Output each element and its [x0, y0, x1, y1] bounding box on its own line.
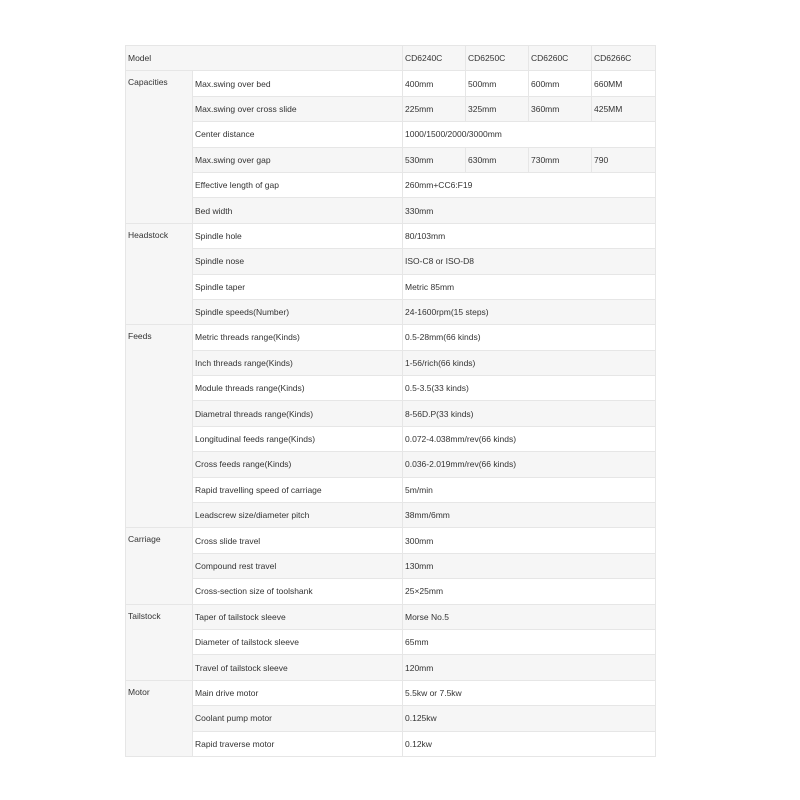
param-value: 80/103mm — [403, 223, 656, 248]
param-value: 790 — [592, 147, 656, 172]
param-name: Module threads range(Kinds) — [193, 376, 403, 401]
param-value: 0.5-28mm(66 kinds) — [403, 325, 656, 350]
spec-row — [126, 426, 656, 451]
param-value: 225mm — [403, 96, 466, 121]
section-label: Feeds — [126, 325, 193, 528]
param-value: 65mm — [403, 629, 656, 654]
spec-row — [126, 325, 656, 350]
param-name: Compound rest travel — [193, 553, 403, 578]
spec-row — [126, 401, 656, 426]
spec-row — [126, 96, 656, 121]
param-name: Metric threads range(Kinds) — [193, 325, 403, 350]
param-value: 530mm — [403, 147, 466, 172]
param-name: Spindle taper — [193, 274, 403, 299]
param-value: Morse No.5 — [403, 604, 656, 629]
param-value: 0.036-2.019mm/rev(66 kinds) — [403, 452, 656, 477]
param-value: 425MM — [592, 96, 656, 121]
spec-row — [126, 198, 656, 223]
spec-row — [126, 376, 656, 401]
param-value: 38mm/6mm — [403, 503, 656, 528]
param-name: Spindle hole — [193, 223, 403, 248]
param-value: 660MM — [592, 71, 656, 96]
spec-row — [126, 655, 656, 680]
spec-row — [126, 553, 656, 578]
param-value: 260mm+CC6:F19 — [403, 172, 656, 197]
spec-row — [126, 249, 656, 274]
section-label: Capacities — [126, 71, 193, 223]
param-name: Leadscrew size/diameter pitch — [193, 503, 403, 528]
model-name: CD6250C — [466, 46, 529, 71]
param-name: Spindle nose — [193, 249, 403, 274]
param-value: 325mm — [466, 96, 529, 121]
param-value: 130mm — [403, 553, 656, 578]
param-value: Metric 85mm — [403, 274, 656, 299]
param-name: Diameter of tailstock sleeve — [193, 629, 403, 654]
spec-row — [126, 706, 656, 731]
param-value: 360mm — [529, 96, 592, 121]
param-value: 24-1600rpm(15 steps) — [403, 299, 656, 324]
model-name: CD6266C — [592, 46, 656, 71]
param-value: 500mm — [466, 71, 529, 96]
section-label: Carriage — [126, 528, 193, 604]
param-name: Longitudinal feeds range(Kinds) — [193, 426, 403, 451]
param-value: 600mm — [529, 71, 592, 96]
param-value: 1-56/rich(66 kinds) — [403, 350, 656, 375]
spec-row — [126, 452, 656, 477]
param-name: Spindle speeds(Number) — [193, 299, 403, 324]
param-name: Cross feeds range(Kinds) — [193, 452, 403, 477]
spec-row — [126, 604, 656, 629]
spec-table-body — [126, 46, 656, 757]
param-value: 630mm — [466, 147, 529, 172]
param-name: Travel of tailstock sleeve — [193, 655, 403, 680]
param-name: Center distance — [193, 122, 403, 147]
spec-row — [126, 579, 656, 604]
spec-row — [126, 731, 656, 756]
param-name: Max.swing over bed — [193, 71, 403, 96]
header-row — [126, 46, 656, 71]
param-name: Taper of tailstock sleeve — [193, 604, 403, 629]
model-name: CD6260C — [529, 46, 592, 71]
param-value: 730mm — [529, 147, 592, 172]
param-name: Main drive motor — [193, 680, 403, 705]
param-value: 300mm — [403, 528, 656, 553]
spec-row — [126, 172, 656, 197]
param-name: Rapid travelling speed of carriage — [193, 477, 403, 502]
param-value: 0.072-4.038mm/rev(66 kinds) — [403, 426, 656, 451]
model-name: CD6240C — [403, 46, 466, 71]
param-value: 0.125kw — [403, 706, 656, 731]
spec-row — [126, 528, 656, 553]
param-value: 400mm — [403, 71, 466, 96]
param-value: 0.12kw — [403, 731, 656, 756]
spec-table — [125, 45, 656, 757]
param-name: Max.swing over cross slide — [193, 96, 403, 121]
param-value: 120mm — [403, 655, 656, 680]
section-label: Motor — [126, 680, 193, 756]
param-value: 8-56D.P(33 kinds) — [403, 401, 656, 426]
param-value: 330mm — [403, 198, 656, 223]
spec-row — [126, 503, 656, 528]
spec-row — [126, 274, 656, 299]
param-name: Cross-section size of toolshank — [193, 579, 403, 604]
param-value: ISO-C8 or ISO-D8 — [403, 249, 656, 274]
spec-row — [126, 223, 656, 248]
spec-row — [126, 477, 656, 502]
param-value: 25×25mm — [403, 579, 656, 604]
spec-row — [126, 71, 656, 96]
spec-row — [126, 122, 656, 147]
spec-row — [126, 350, 656, 375]
spec-row — [126, 680, 656, 705]
param-value: 5.5kw or 7.5kw — [403, 680, 656, 705]
section-label: Headstock — [126, 223, 193, 325]
spec-row — [126, 299, 656, 324]
param-name: Inch threads range(Kinds) — [193, 350, 403, 375]
param-name: Effective length of gap — [193, 172, 403, 197]
param-name: Coolant pump motor — [193, 706, 403, 731]
param-name: Max.swing over gap — [193, 147, 403, 172]
section-label: Tailstock — [126, 604, 193, 680]
param-value: 1000/1500/2000/3000mm — [403, 122, 656, 147]
param-name: Cross slide travel — [193, 528, 403, 553]
model-label: Model — [126, 46, 403, 71]
param-value: 0.5-3.5(33 kinds) — [403, 376, 656, 401]
param-value: 5m/min — [403, 477, 656, 502]
param-name: Bed width — [193, 198, 403, 223]
spec-row — [126, 629, 656, 654]
spec-row — [126, 147, 656, 172]
param-name: Rapid traverse motor — [193, 731, 403, 756]
param-name: Diametral threads range(Kinds) — [193, 401, 403, 426]
